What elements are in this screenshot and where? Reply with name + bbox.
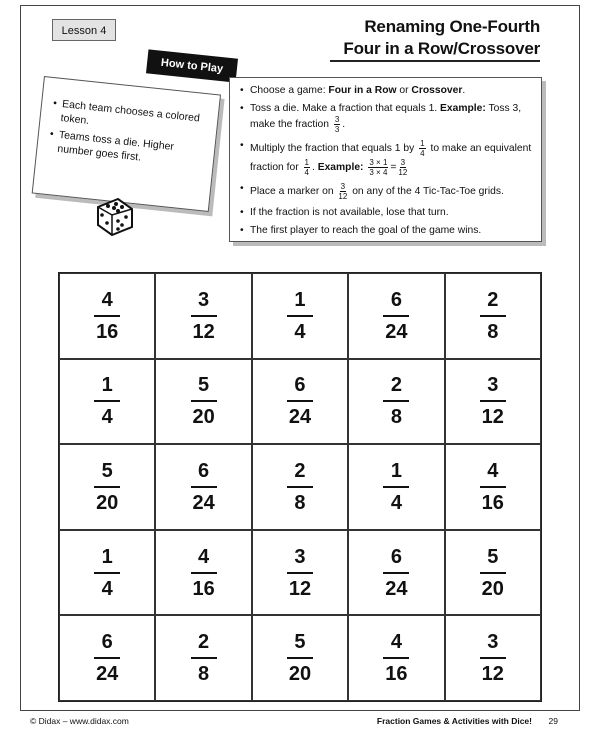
fraction-denominator: 4	[101, 577, 113, 600]
fraction-denominator: 16	[192, 577, 215, 600]
die-icon	[92, 193, 136, 237]
fraction-denominator: 20	[288, 663, 312, 686]
page-number: 29	[548, 716, 558, 726]
fraction-bar	[191, 315, 217, 317]
grid-cell[interactable]	[445, 615, 541, 701]
grid-cell[interactable]	[59, 444, 155, 530]
cell-fraction	[381, 288, 411, 344]
fraction-bar	[191, 400, 217, 402]
cell-fraction	[383, 373, 409, 429]
cell-fraction	[94, 373, 120, 429]
fraction-numerator: 5	[487, 545, 499, 568]
grid-cell[interactable]	[59, 359, 155, 445]
fraction-denominator: 12	[481, 406, 504, 429]
grid-cell[interactable]	[155, 615, 251, 701]
footer	[30, 713, 558, 729]
fraction-bar	[287, 572, 313, 574]
fraction-bar	[94, 572, 120, 574]
grid-cell[interactable]	[155, 273, 251, 359]
title-line-1: Renaming One-Fourth	[364, 17, 540, 36]
rule-item: • The first player to reach the goal of the game wins.	[250, 224, 533, 237]
cell-fraction	[480, 288, 506, 344]
fraction-numerator: 6	[198, 459, 210, 482]
grid-cell[interactable]	[59, 530, 155, 616]
fraction-denominator: 24	[96, 663, 119, 686]
fraction-numerator: 4	[487, 459, 499, 482]
fraction-numerator: 2	[294, 459, 306, 482]
fraction-numerator: 1	[390, 459, 402, 482]
rule-item: • Place a marker on $\frac{3}{12}$ on any of the 4 Tic-Tac-Toe grids.	[250, 182, 533, 201]
grid-cell[interactable]	[59, 615, 155, 701]
fraction-bar	[480, 572, 506, 574]
fraction-numerator: 5	[294, 631, 306, 654]
grid-cell[interactable]	[252, 273, 348, 359]
cell-fraction	[188, 545, 218, 601]
rule-item: • Multiply the fraction that equals 1 by $\frac{1}{4}$ to make an equivalent fraction for $\frac{1}{4}$ . Example: $\frac{3 \times 1}{3 \times 4}$ = $\frac{3}{12}$	[250, 139, 533, 177]
fraction-denominator: 4	[390, 491, 402, 514]
lesson-label: Lesson 4	[52, 19, 116, 41]
fraction-numerator: 6	[390, 288, 402, 311]
cell-fraction	[188, 288, 218, 344]
cell-fraction	[478, 630, 508, 686]
fraction-denominator: 8	[294, 491, 306, 514]
fraction-bar	[480, 657, 506, 659]
fraction-numerator: 2	[390, 374, 402, 397]
grid-cell[interactable]	[348, 273, 444, 359]
page-title	[343, 16, 540, 60]
inline-fraction: $\frac{3}{3}$	[334, 115, 340, 134]
grid-cell[interactable]	[155, 530, 251, 616]
grid-cell[interactable]	[348, 530, 444, 616]
cell-fraction	[478, 373, 508, 429]
fraction-numerator: 3	[487, 374, 499, 397]
inline-fraction: $\frac{1}{4}$	[304, 158, 309, 177]
game-rules-box	[229, 77, 542, 242]
fraction-denominator: 24	[385, 320, 408, 343]
rule-item: • If the fraction is not available, lose that turn.	[250, 206, 533, 219]
inline-fraction: $\frac{3}{12}$	[398, 158, 408, 177]
cell-fraction	[285, 373, 315, 429]
fraction-bar	[94, 486, 120, 488]
fraction-bar	[191, 486, 217, 488]
cell-fraction	[287, 288, 313, 344]
cell-fraction	[92, 288, 122, 344]
cell-fraction	[287, 459, 313, 515]
setup-instructions-box	[32, 76, 221, 212]
cell-fraction	[92, 459, 122, 515]
grid-cell[interactable]	[155, 359, 251, 445]
fraction-denominator: 8	[390, 406, 402, 429]
fraction-denominator: 16	[96, 320, 119, 343]
grid-cell[interactable]	[445, 530, 541, 616]
fraction-denominator: 12	[288, 577, 312, 600]
inline-fraction: $\frac{3}{12}$	[338, 182, 348, 201]
fraction-bar	[383, 315, 409, 317]
fraction-denominator: 16	[385, 663, 408, 686]
cell-fraction	[191, 630, 217, 686]
fraction-denominator: 24	[385, 577, 408, 600]
fraction-bar	[191, 572, 217, 574]
fraction-denominator: 20	[481, 577, 504, 600]
how-to-play-label: How to Play	[146, 49, 238, 82]
grid-cell[interactable]	[252, 530, 348, 616]
fraction-numerator: 2	[487, 288, 499, 311]
fraction-denominator: 12	[192, 320, 215, 343]
fraction-numerator: 5	[198, 374, 210, 397]
fraction-denominator: 20	[192, 406, 215, 429]
grid-cell[interactable]	[445, 273, 541, 359]
title-line-2: Four in a Row/Crossover	[343, 39, 540, 58]
fraction-numerator: 1	[294, 288, 306, 311]
fraction-bar	[287, 400, 313, 402]
cell-fraction	[188, 373, 218, 429]
fraction-game-grid	[58, 272, 542, 702]
fraction-denominator: 24	[288, 406, 312, 429]
fraction-numerator: 3	[294, 545, 306, 568]
fraction-denominator: 8	[487, 320, 499, 343]
fraction-denominator: 4	[101, 406, 113, 429]
grid-cell[interactable]	[252, 444, 348, 530]
fraction-denominator: 20	[96, 491, 119, 514]
grid-cell[interactable]	[348, 444, 444, 530]
cell-fraction	[94, 545, 120, 601]
cell-fraction	[92, 630, 122, 686]
fraction-denominator: 24	[192, 491, 215, 514]
fraction-bar	[94, 315, 120, 317]
fraction-bar	[480, 486, 506, 488]
fraction-bar	[383, 572, 409, 574]
fraction-denominator: 4	[294, 320, 306, 343]
fraction-bar	[287, 657, 313, 659]
fraction-bar	[480, 315, 506, 317]
fraction-numerator: 1	[101, 545, 113, 568]
fraction-numerator: 4	[198, 545, 210, 568]
setup-item: • Teams toss a die. Higher number goes first.	[57, 128, 205, 171]
fraction-bar	[191, 657, 217, 659]
cell-fraction	[381, 630, 411, 686]
setup-item: • Each team chooses a colored token.	[60, 97, 208, 140]
fraction-numerator: 4	[101, 288, 113, 311]
title-underline	[330, 60, 540, 62]
fraction-denominator: 8	[198, 663, 210, 686]
grid-cell[interactable]	[445, 359, 541, 445]
inline-fraction: $\frac{1}{4}$	[420, 139, 425, 158]
fraction-numerator: 2	[198, 631, 210, 654]
fraction-bar	[383, 657, 409, 659]
fraction-bar	[94, 400, 120, 402]
fraction-numerator: 4	[390, 631, 402, 654]
cell-fraction	[478, 545, 508, 601]
fraction-numerator: 6	[294, 374, 306, 397]
fraction-numerator: 3	[487, 631, 499, 654]
cell-fraction	[285, 545, 315, 601]
grid-cell[interactable]	[348, 615, 444, 701]
cell-fraction	[381, 545, 411, 601]
fraction-numerator: 6	[101, 631, 113, 654]
rule-item: • Choose a game: Four in a Row or Crossover.	[250, 84, 533, 97]
inline-fraction: $\frac{3 \times 1}{3 \times 4}$	[369, 158, 388, 177]
rule-item: • Toss a die. Make a fraction that equals 1. Example: Toss 3, make the fraction $\frac{3}{3}$ .	[250, 102, 533, 134]
fraction-denominator: 12	[481, 663, 504, 686]
fraction-numerator: 3	[198, 288, 210, 311]
fraction-bar	[287, 486, 313, 488]
cell-fraction	[285, 630, 315, 686]
fraction-numerator: 5	[101, 459, 113, 482]
fraction-numerator: 1	[101, 374, 113, 397]
book-title: Fraction Games & Activities with Dice!	[376, 716, 532, 726]
fraction-bar	[287, 315, 313, 317]
copyright-text: © Didax – www.didax.com	[30, 716, 129, 726]
cell-fraction	[188, 459, 218, 515]
grid-cell[interactable]	[59, 273, 155, 359]
cell-fraction	[478, 459, 508, 515]
grid-cell[interactable]	[348, 359, 444, 445]
grid-cell[interactable]	[252, 359, 348, 445]
fraction-denominator: 16	[481, 491, 504, 514]
fraction-bar	[94, 657, 120, 659]
fraction-numerator: 6	[390, 545, 402, 568]
grid-cell[interactable]	[155, 444, 251, 530]
grid-cell[interactable]	[445, 444, 541, 530]
fraction-bar	[383, 400, 409, 402]
grid-cell[interactable]	[252, 615, 348, 701]
fraction-bar	[383, 486, 409, 488]
cell-fraction	[383, 459, 409, 515]
fraction-bar	[480, 400, 506, 402]
